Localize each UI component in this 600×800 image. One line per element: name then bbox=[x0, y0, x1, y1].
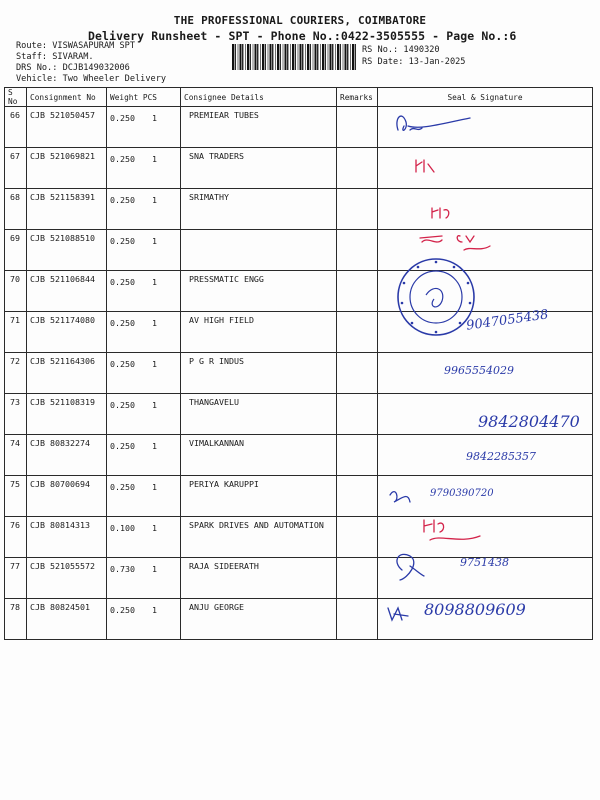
cell-sno bbox=[5, 271, 27, 312]
consignment-value: CJB 80814313 bbox=[30, 520, 90, 530]
cell-remarks bbox=[337, 271, 378, 312]
barcode-image bbox=[232, 44, 356, 70]
table-row bbox=[5, 230, 593, 271]
consignee-value: ANJU GEORGE bbox=[189, 602, 244, 612]
cell-sno bbox=[5, 394, 27, 435]
pcs-value: 1 bbox=[152, 605, 157, 615]
col-header-weight: Weight bbox=[110, 92, 139, 102]
cell-weight-pcs bbox=[107, 394, 181, 435]
cell-consignee bbox=[181, 230, 337, 271]
cell-consignee bbox=[181, 599, 337, 640]
cell-consignment bbox=[27, 394, 107, 435]
sno-value: 72 bbox=[10, 356, 20, 366]
cell-consignee bbox=[181, 517, 337, 558]
cell-consignment bbox=[27, 312, 107, 353]
pcs-value: 1 bbox=[152, 564, 157, 574]
cell-weight-pcs bbox=[107, 107, 181, 148]
cell-consignment bbox=[27, 230, 107, 271]
weight-value: 0.250 bbox=[110, 359, 135, 369]
weight-value: 0.250 bbox=[110, 195, 135, 205]
col-header-consignee: Consignee Details bbox=[181, 88, 337, 107]
consignment-value: CJB 521088510 bbox=[30, 233, 95, 243]
consignee-value: SPARK DRIVES AND AUTOMATION bbox=[189, 520, 324, 530]
cell-weight-pcs bbox=[107, 148, 181, 189]
cell-consignee bbox=[181, 107, 337, 148]
staff-text: Staff: SIVARAM. bbox=[16, 52, 94, 62]
col-header-pcs: PCS bbox=[142, 92, 157, 102]
cell-remarks bbox=[337, 435, 378, 476]
cell-consignment bbox=[27, 353, 107, 394]
cell-sno bbox=[5, 476, 27, 517]
runsheet-title: Delivery Runsheet - SPT - Phone No.:0422-3505555 - Page No.:6 bbox=[88, 29, 517, 43]
handwritten-phone-75: 9790390720 bbox=[430, 488, 494, 499]
cell-consignment bbox=[27, 148, 107, 189]
cell-consignment bbox=[27, 599, 107, 640]
consignee-value: PRESSMATIC ENGG bbox=[189, 274, 264, 284]
pcs-value: 1 bbox=[152, 400, 157, 410]
table-row bbox=[5, 148, 593, 189]
weight-value: 0.250 bbox=[110, 154, 135, 164]
cell-remarks bbox=[337, 558, 378, 599]
pcs-value: 1 bbox=[152, 359, 157, 369]
consignee-value: VIMALKANNAN bbox=[189, 438, 244, 448]
cell-sno bbox=[5, 148, 27, 189]
table-row bbox=[5, 107, 593, 148]
cell-weight-pcs bbox=[107, 189, 181, 230]
pcs-value: 1 bbox=[152, 195, 157, 205]
cell-consignment bbox=[27, 189, 107, 230]
sno-value: 66 bbox=[10, 110, 20, 120]
weight-value: 0.250 bbox=[110, 113, 135, 123]
company-stamp bbox=[394, 255, 478, 339]
cell-weight-pcs bbox=[107, 558, 181, 599]
pcs-value: 1 bbox=[152, 236, 157, 246]
rs-no-text: RS No.: 1490320 bbox=[362, 45, 440, 55]
pcs-value: 1 bbox=[152, 154, 157, 164]
company-title: THE PROFESSIONAL COURIERS, COIMBATORE bbox=[173, 14, 427, 27]
cell-consignee bbox=[181, 558, 337, 599]
weight-value: 0.250 bbox=[110, 236, 135, 246]
handwritten-phone-78: 8098809609 bbox=[424, 600, 526, 619]
handwritten-phone-74: 9842285357 bbox=[466, 450, 536, 463]
col-header-sno: S No bbox=[5, 88, 27, 107]
table-header-row bbox=[5, 88, 593, 107]
weight-value: 0.250 bbox=[110, 318, 135, 328]
cell-remarks bbox=[337, 353, 378, 394]
sno-value: 67 bbox=[10, 151, 20, 161]
cell-seal bbox=[378, 148, 593, 189]
consignment-value: CJB 80832274 bbox=[30, 438, 90, 448]
sno-value: 76 bbox=[10, 520, 20, 530]
cell-sno bbox=[5, 353, 27, 394]
cell-sno bbox=[5, 312, 27, 353]
cell-weight-pcs bbox=[107, 599, 181, 640]
table-row bbox=[5, 476, 593, 517]
cell-consignment bbox=[27, 517, 107, 558]
consignment-value: CJB 521050457 bbox=[30, 110, 95, 120]
cell-weight-pcs bbox=[107, 271, 181, 312]
pcs-value: 1 bbox=[152, 482, 157, 492]
table-row bbox=[5, 271, 593, 312]
route-text: Route: VISWASAPURAM SPT bbox=[16, 41, 135, 51]
cell-remarks bbox=[337, 599, 378, 640]
cell-consignee bbox=[181, 148, 337, 189]
cell-seal bbox=[378, 189, 593, 230]
consignee-value: PERIYA KARUPPI bbox=[189, 479, 259, 489]
pcs-value: 1 bbox=[152, 277, 157, 287]
consignee-value: RAJA SIDEERATH bbox=[189, 561, 259, 571]
sno-value: 70 bbox=[10, 274, 20, 284]
consignee-value: SRIMATHY bbox=[189, 192, 229, 202]
col-header-seal: Seal & Signature bbox=[378, 88, 593, 107]
cell-remarks bbox=[337, 394, 378, 435]
cell-consignee bbox=[181, 476, 337, 517]
weight-value: 0.250 bbox=[110, 441, 135, 451]
sno-value: 77 bbox=[10, 561, 20, 571]
cell-consignment bbox=[27, 558, 107, 599]
sno-value: 78 bbox=[10, 602, 20, 612]
handwritten-phone-73: 9842804470 bbox=[478, 412, 580, 431]
cell-consignee bbox=[181, 271, 337, 312]
cell-consignee bbox=[181, 312, 337, 353]
cell-sno bbox=[5, 189, 27, 230]
handwritten-phone-72: 9965554029 bbox=[444, 364, 514, 377]
col-header-remarks: Remarks bbox=[337, 88, 378, 107]
consignment-value: CJB 521055572 bbox=[30, 561, 95, 571]
cell-remarks bbox=[337, 230, 378, 271]
cell-weight-pcs bbox=[107, 312, 181, 353]
cell-weight-pcs bbox=[107, 517, 181, 558]
weight-value: 0.250 bbox=[110, 400, 135, 410]
cell-consignee bbox=[181, 394, 337, 435]
cell-remarks bbox=[337, 148, 378, 189]
consignee-value: SNA TRADERS bbox=[189, 151, 244, 161]
sno-value: 73 bbox=[10, 397, 20, 407]
handwritten-phone-77: 9751438 bbox=[460, 556, 509, 569]
cell-sno bbox=[5, 517, 27, 558]
cell-sno bbox=[5, 107, 27, 148]
cell-consignment bbox=[27, 476, 107, 517]
sno-value: 69 bbox=[10, 233, 20, 243]
cell-remarks bbox=[337, 476, 378, 517]
cell-weight-pcs bbox=[107, 353, 181, 394]
consignee-value: THANGAVELU bbox=[189, 397, 239, 407]
cell-consignment bbox=[27, 107, 107, 148]
consignment-value: CJB 521158391 bbox=[30, 192, 95, 202]
cell-weight-pcs bbox=[107, 230, 181, 271]
rs-date-text: RS Date: 13-Jan-2025 bbox=[362, 57, 466, 67]
vehicle-text: Vehicle: Two Wheeler Delivery bbox=[16, 74, 167, 84]
table-row bbox=[5, 517, 593, 558]
consignment-value: CJB 521069821 bbox=[30, 151, 95, 161]
cell-seal bbox=[378, 517, 593, 558]
pcs-value: 1 bbox=[152, 523, 157, 533]
table-row bbox=[5, 189, 593, 230]
cell-consignee bbox=[181, 435, 337, 476]
cell-remarks bbox=[337, 189, 378, 230]
consignee-value: AV HIGH FIELD bbox=[189, 315, 254, 325]
cell-remarks bbox=[337, 517, 378, 558]
consignee-value: P G R INDUS bbox=[189, 356, 244, 366]
weight-value: 0.250 bbox=[110, 605, 135, 615]
drs-text: DRS No.: DCJB149032006 bbox=[16, 63, 130, 73]
pcs-value: 1 bbox=[152, 318, 157, 328]
sno-value: 74 bbox=[10, 438, 20, 448]
weight-value: 0.100 bbox=[110, 523, 135, 533]
consignment-value: CJB 80700694 bbox=[30, 479, 90, 489]
cell-remarks bbox=[337, 107, 378, 148]
consignment-value: CJB 80824501 bbox=[30, 602, 90, 612]
cell-remarks bbox=[337, 312, 378, 353]
sno-value: 71 bbox=[10, 315, 20, 325]
cell-weight-pcs bbox=[107, 435, 181, 476]
cell-sno bbox=[5, 230, 27, 271]
cell-consignment bbox=[27, 435, 107, 476]
consignee-value bbox=[181, 230, 336, 233]
handwritten-phone-71: 9047055438 bbox=[465, 307, 550, 334]
cell-weight-pcs bbox=[107, 476, 181, 517]
consignment-value: CJB 521164306 bbox=[30, 356, 95, 366]
cell-seal bbox=[378, 107, 593, 148]
sno-value: 68 bbox=[10, 192, 20, 202]
consignee-value: PREMIEAR TUBES bbox=[189, 110, 259, 120]
cell-sno bbox=[5, 558, 27, 599]
cell-consignee bbox=[181, 353, 337, 394]
pcs-value: 1 bbox=[152, 441, 157, 451]
consignment-value: CJB 521108319 bbox=[30, 397, 95, 407]
consignment-value: CJB 521106844 bbox=[30, 274, 95, 284]
consignment-value: CJB 521174080 bbox=[30, 315, 95, 325]
cell-sno bbox=[5, 599, 27, 640]
cell-consignment bbox=[27, 271, 107, 312]
pcs-value: 1 bbox=[152, 113, 157, 123]
col-header-consignment: Consignment No bbox=[27, 88, 107, 107]
sno-value: 75 bbox=[10, 479, 20, 489]
cell-consignee bbox=[181, 189, 337, 230]
weight-value: 0.250 bbox=[110, 277, 135, 287]
weight-value: 0.730 bbox=[110, 564, 135, 574]
cell-sno bbox=[5, 435, 27, 476]
col-header-weight-pcs bbox=[107, 88, 181, 107]
weight-value: 0.250 bbox=[110, 482, 135, 492]
